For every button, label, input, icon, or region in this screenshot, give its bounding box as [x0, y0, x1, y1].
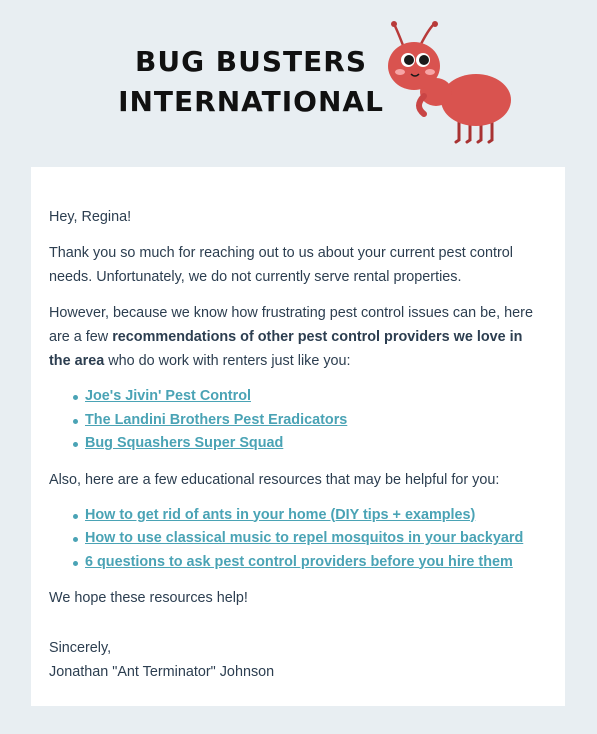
provider-link-landini[interactable]: The Landini Brothers Pest Eradicators: [85, 411, 348, 428]
list-item: [85, 504, 547, 528]
brand-line-1: BUG BUSTERS: [134, 45, 367, 78]
signature-name: Jonathan "Ant Terminator" Johnson: [49, 664, 275, 680]
signoff: Sincerely,: [49, 640, 112, 656]
provider-link-bug-squashers[interactable]: Bug Squashers Super Squad: [85, 435, 284, 451]
recommendation-paragraph: [49, 301, 547, 373]
list-item: [85, 385, 547, 409]
provider-list: [49, 385, 547, 456]
ant-mascot-icon: [384, 18, 519, 146]
email-header: [0, 0, 597, 167]
list-item: [85, 432, 547, 456]
resources-intro: Also, here are a few educational resources that may be helpful for you:: [49, 471, 500, 488]
greeting: Hey, Regina!: [49, 209, 132, 225]
list-item: [85, 551, 547, 575]
resource-link-questions[interactable]: 6 questions to ask pest control providers before you hire them: [85, 553, 513, 570]
intro-paragraph: Thank you so much for reaching out to us about your current pest control needs. Unfortunately, we do not currently serve rental properties.: [49, 245, 513, 285]
list-item: [85, 527, 547, 551]
recommendation-highlight: recommendations of other pest control providers we love in the area: [49, 329, 523, 369]
recommendation-text-end: who do work with renters just like you:: [104, 353, 351, 369]
recommendation-text-start: However, because we know how frustrating pest control issues can be, here are a few: [49, 305, 533, 345]
brand-title: [118, 42, 384, 122]
closing-line: We hope these resources help!: [49, 590, 248, 606]
email-card: [31, 167, 565, 706]
resource-list: [49, 504, 547, 575]
provider-link-joes[interactable]: Joe's Jivin' Pest Control: [85, 388, 251, 404]
signature-block: [49, 636, 547, 684]
brand-line-2: INTERNATIONAL: [118, 85, 384, 118]
resource-link-mosquitos[interactable]: How to use classical music to repel mosquitos in your backyard: [85, 530, 524, 546]
resource-link-ants[interactable]: How to get rid of ants in your home (DIY tips + examples): [85, 506, 476, 523]
list-item: [85, 409, 547, 433]
